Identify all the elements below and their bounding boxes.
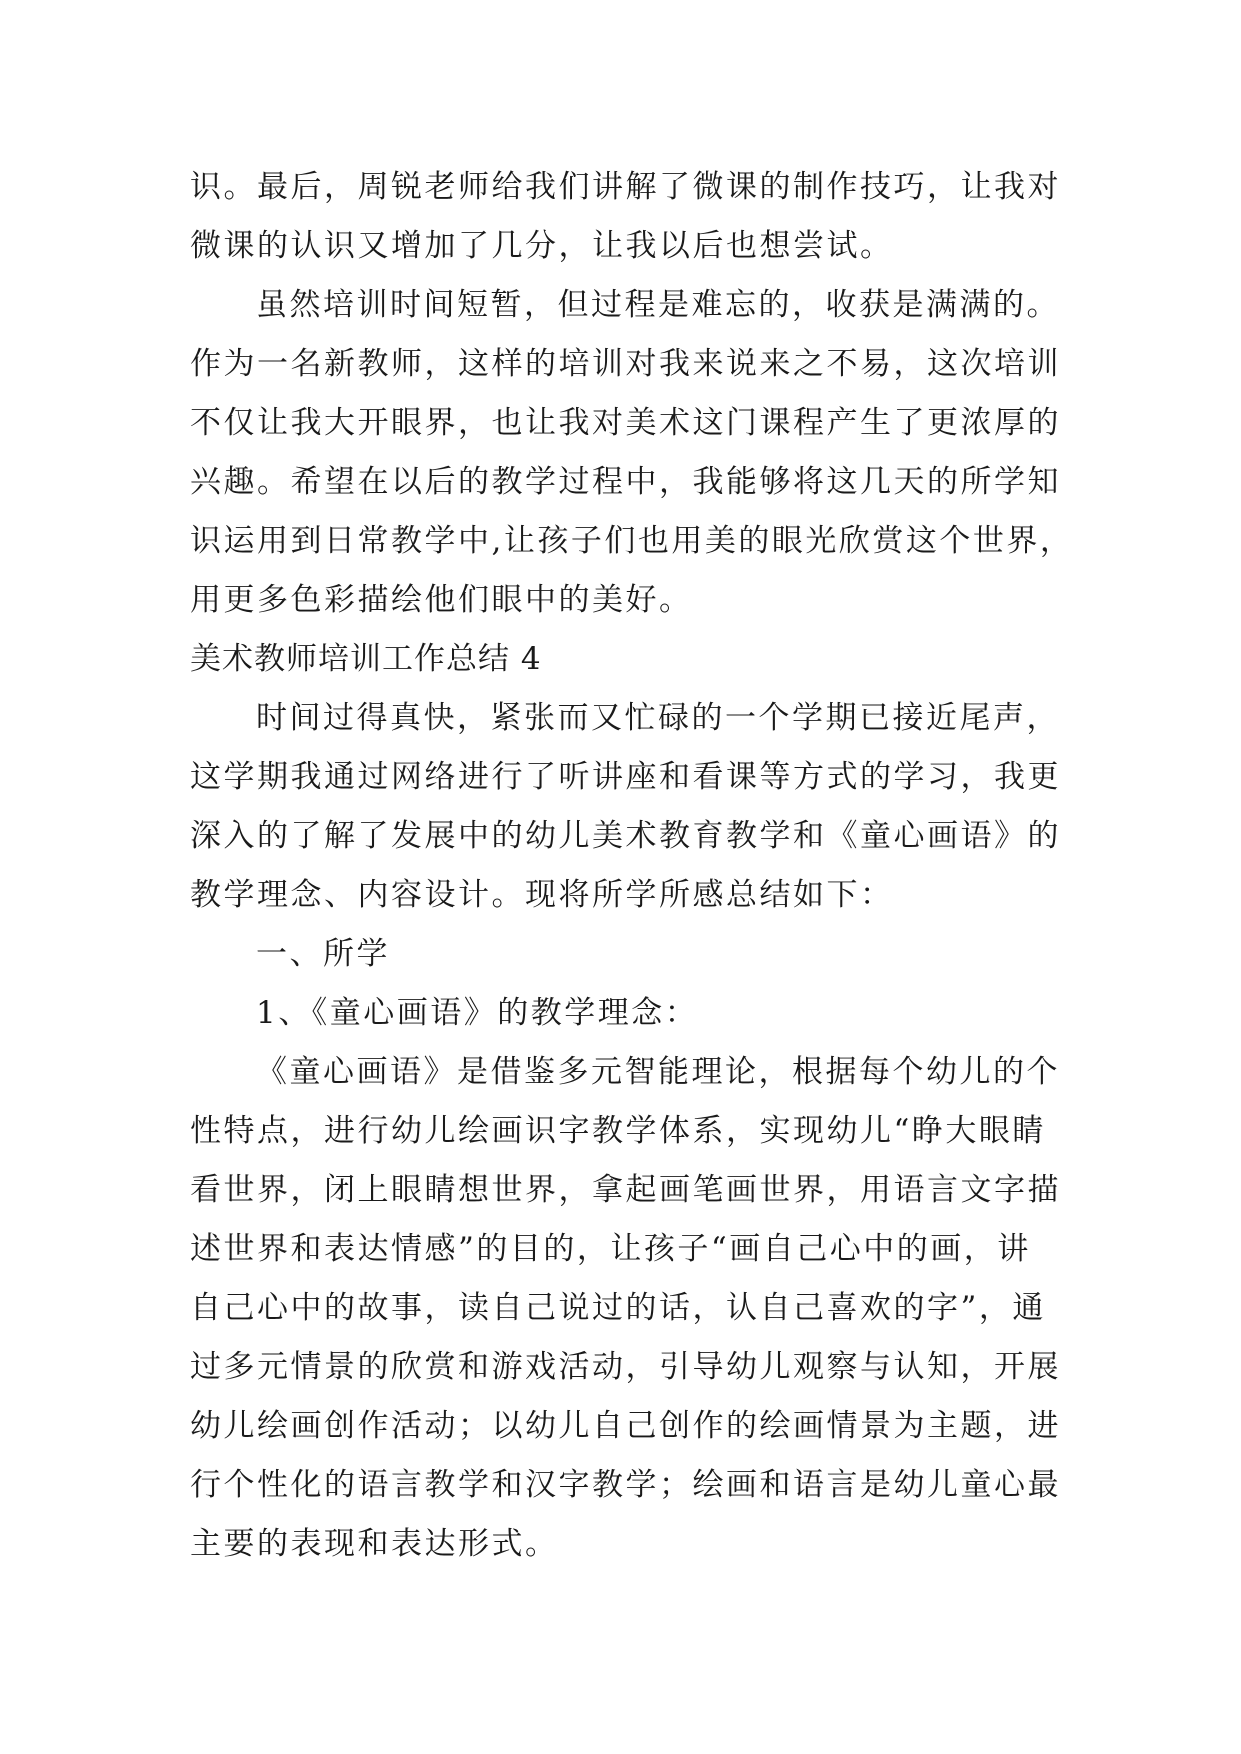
text-line: 用更多色彩描绘他们眼中的美好。 [190, 582, 693, 618]
text-line: 过多元情景的欣赏和游戏活动，引导幼儿观察与认知，开展 [190, 1349, 1061, 1385]
text-line: 识运用到日常教学中,让孩子们也用美的眼光欣赏这个世界， [190, 523, 1074, 559]
text-line: 主要的表现和表达形式。 [190, 1526, 559, 1562]
text-line: 这学期我通过网络进行了听讲座和看课等方式的学习，我更 [190, 759, 1061, 795]
text-line: 不仅让我大开眼界，也让我对美术这门课程产生了更浓厚的 [190, 405, 1061, 441]
text-line: 微课的认识又增加了几分，让我以后也想尝试。 [190, 228, 894, 264]
text-line: 兴趣。希望在以后的教学过程中，我能够将这几天的所学知 [190, 464, 1061, 500]
paragraph-start-line: 《童心画语》是借鉴多元智能理论，根据每个幼儿的个 [256, 1054, 1060, 1090]
text-line: 自己心中的故事，读自己说过的话，认自己喜欢的字”，通 [190, 1290, 1046, 1326]
text-line: 深入的了解了发展中的幼儿美术教育教学和《童心画语》的 [190, 818, 1061, 854]
text-line: 作为一名新教师，这样的培训对我来说来之不易，这次培训 [190, 346, 1061, 382]
paragraph-start-line: 时间过得真快，紧张而又忙碌的一个学期已接近尾声， [256, 700, 1060, 736]
text-line: 看世界，闭上眼睛想世界，拿起画笔画世界，用语言文字描 [190, 1172, 1061, 1208]
paragraph-start-line: 虽然培训时间短暂，但过程是难忘的，收获是满满的。 [256, 287, 1060, 323]
text-line: 教学理念、内容设计。现将所学所感总结如下： [190, 877, 894, 913]
document-body [190, 158, 1074, 1574]
text-line: 幼儿绘画创作活动；以幼儿自己创作的绘画情景为主题，进 [190, 1408, 1061, 1444]
subsection-item: 1、《童心画语》的教学理念： [256, 995, 699, 1031]
section-heading: 美术教师培训工作总结 4 [190, 641, 542, 677]
text-line: 识。最后，周锐老师给我们讲解了微课的制作技巧，让我对 [190, 169, 1061, 205]
text-line: 性特点，进行幼儿绘画识字教学体系，实现幼儿“睁大眼睛 [190, 1113, 1046, 1149]
subsection-heading: 一、所学 [256, 936, 390, 972]
text-line: 述世界和表达情感”的目的，让孩子“画自己心中的画，讲 [190, 1231, 1031, 1267]
text-line: 行个性化的语言教学和汉字教学；绘画和语言是幼儿童心最 [190, 1467, 1061, 1503]
